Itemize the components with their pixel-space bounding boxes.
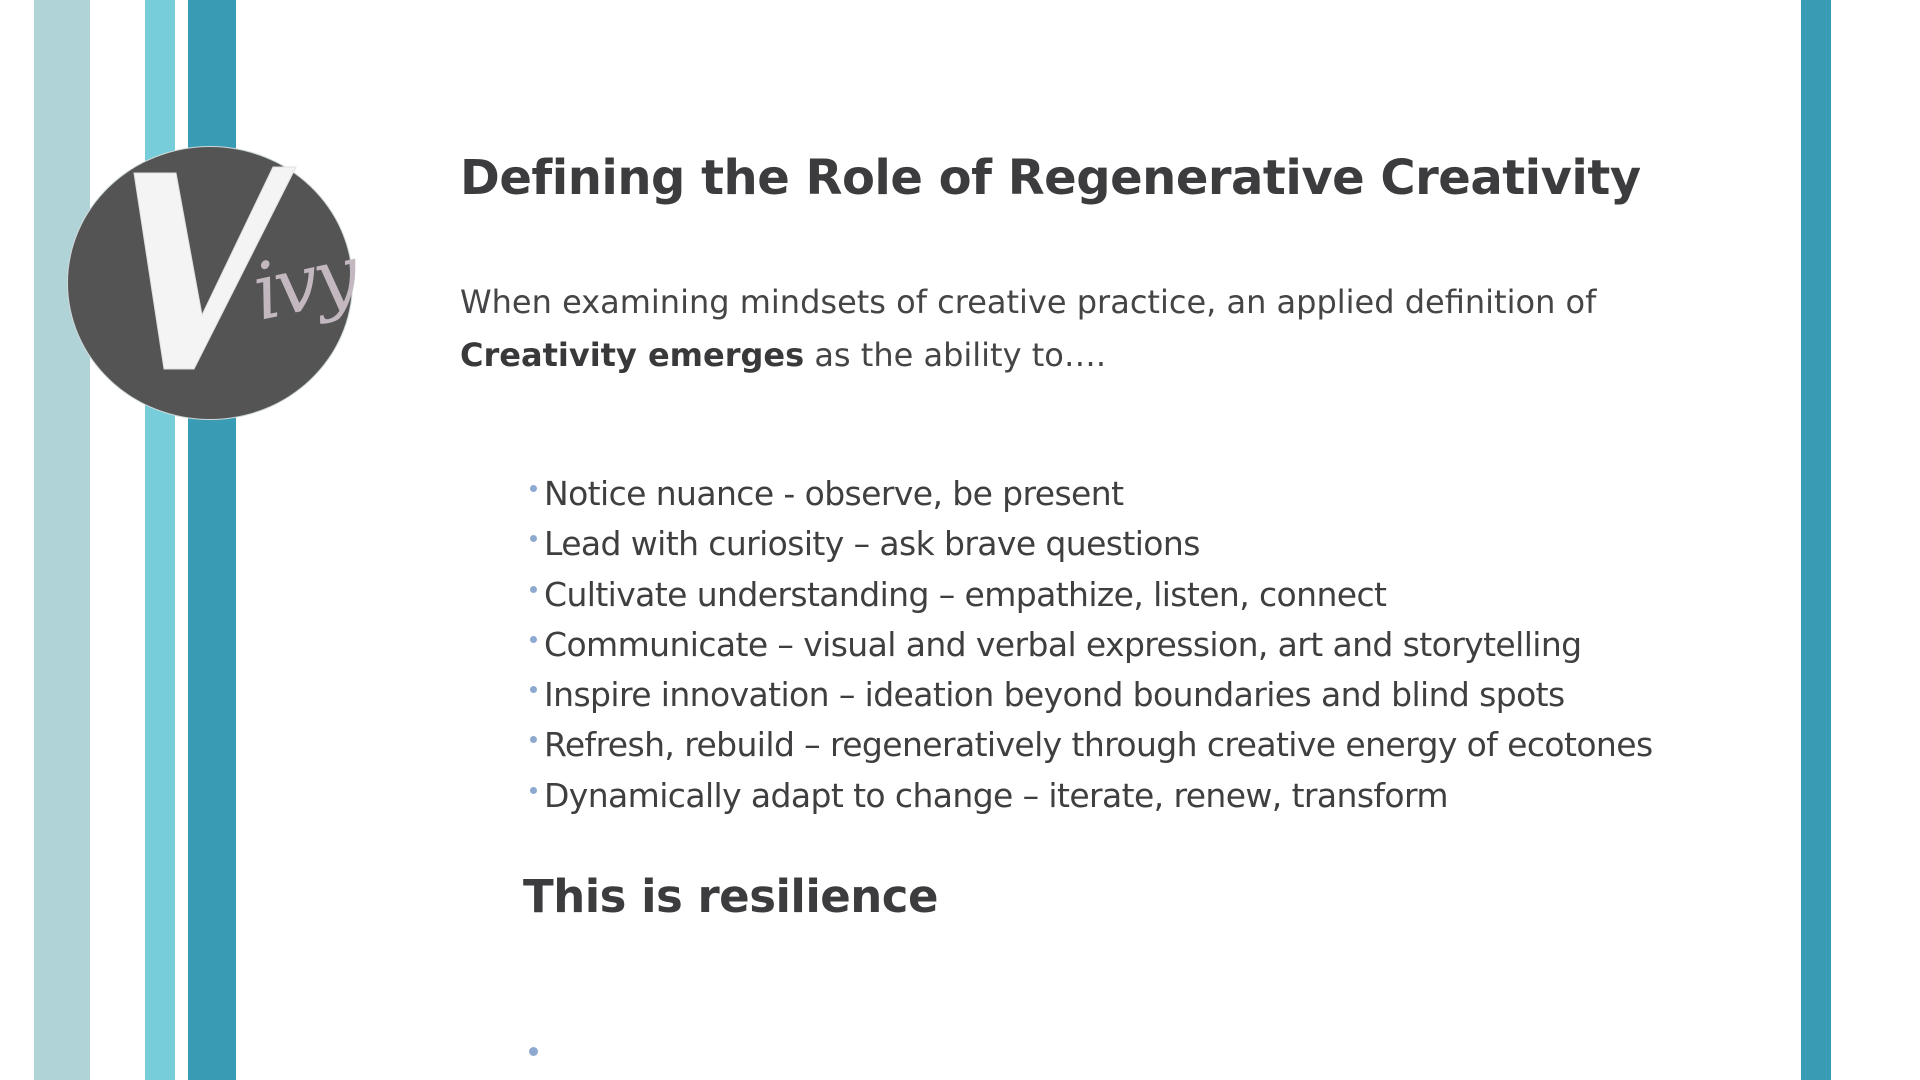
intro-bold-phrase: Creativity emerges bbox=[460, 336, 805, 374]
logo-ivy-text: ivy bbox=[245, 229, 363, 339]
bullet-icon bbox=[530, 535, 537, 542]
empty-bullet-icon bbox=[529, 1047, 538, 1056]
list-item bbox=[526, 620, 1653, 670]
bullet-icon bbox=[530, 787, 537, 794]
list-item bbox=[526, 469, 1653, 519]
intro-paragraph bbox=[460, 276, 1610, 382]
list-item bbox=[526, 670, 1653, 720]
bullet-icon bbox=[530, 485, 537, 492]
bullet-icon bbox=[530, 636, 537, 643]
list-item bbox=[526, 771, 1653, 821]
decorative-stripe-right bbox=[1801, 0, 1831, 1080]
intro-text-after: as the ability to…. bbox=[804, 336, 1106, 374]
list-item bbox=[526, 519, 1653, 569]
list-item bbox=[526, 570, 1653, 620]
bullet-icon bbox=[530, 686, 537, 693]
list-item-text: Communicate – visual and verbal expression, art and storytelling bbox=[544, 624, 1582, 664]
closing-statement: This is resilience bbox=[523, 870, 939, 923]
list-item-text: Inspire innovation – ideation beyond boundaries and blind spots bbox=[544, 675, 1565, 715]
list-item-text: Dynamically adapt to change – iterate, renew, transform bbox=[544, 775, 1448, 815]
list-item-text: Notice nuance - observe, be present bbox=[544, 474, 1124, 513]
bullet-icon bbox=[530, 586, 537, 593]
list-item-text: Refresh, rebuild – regeneratively through creative energy of ecotones bbox=[544, 725, 1653, 765]
list-item-text: Lead with curiosity – ask brave questions bbox=[544, 524, 1200, 564]
vivy-logo-mark bbox=[68, 147, 368, 427]
bullet-icon bbox=[530, 736, 537, 743]
slide-title: Defining the Role of Regenerative Creativity bbox=[460, 150, 1641, 206]
ability-list bbox=[526, 469, 1653, 821]
list-item-text: Cultivate understanding – empathize, listen, connect bbox=[544, 574, 1387, 614]
intro-text-before: When examining mindsets of creative practice, an applied definition of bbox=[460, 283, 1597, 321]
vivy-logo bbox=[68, 147, 363, 419]
list-item bbox=[526, 720, 1653, 770]
